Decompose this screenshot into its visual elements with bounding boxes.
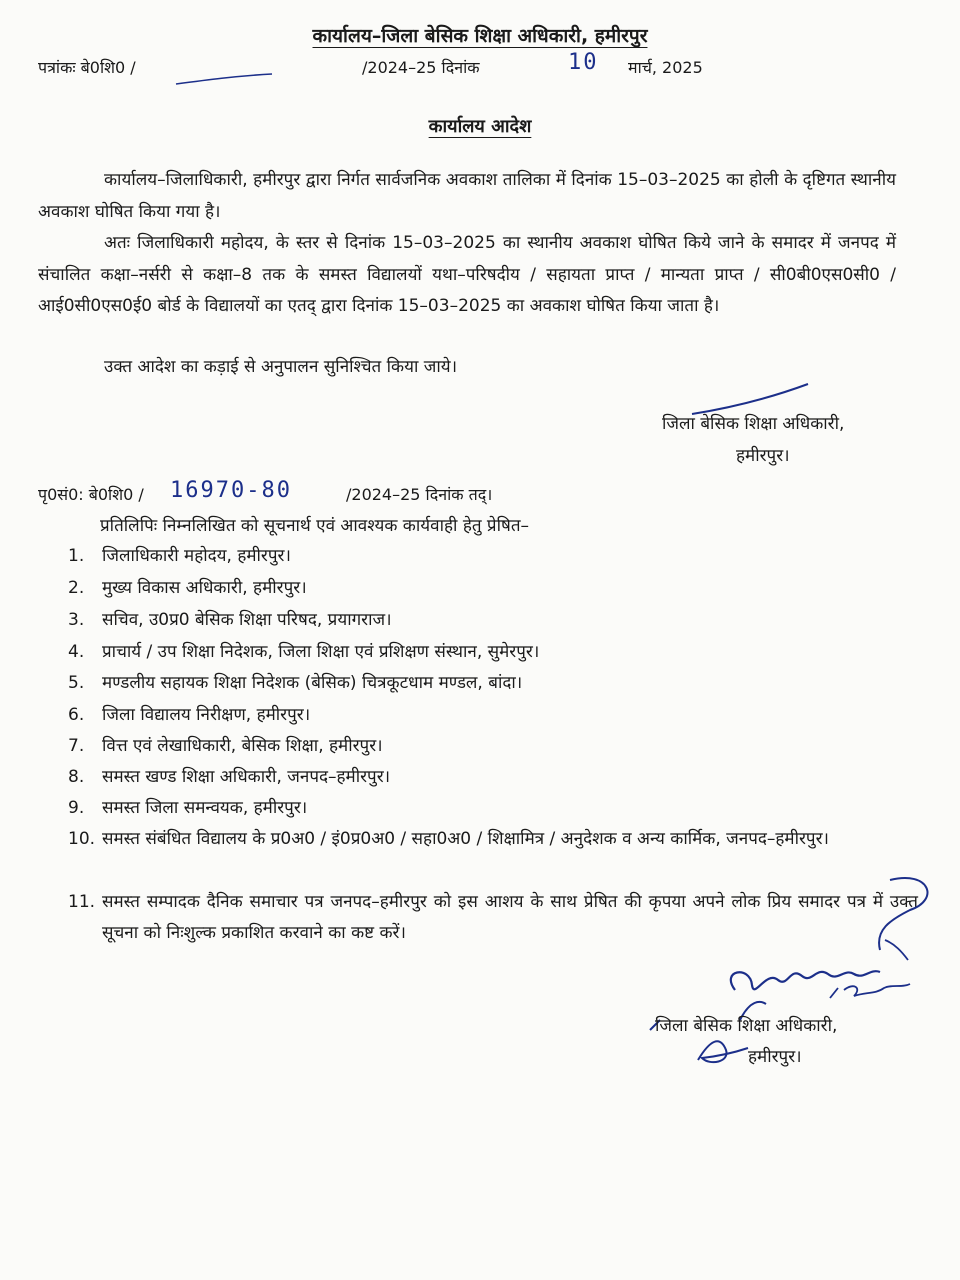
list-text: वित्त एवं लेखाधिकारी, बेसिक शिक्षा, हमीरपुर। [102,736,383,756]
list-number: 11. [68,892,96,912]
paragraph-holiday-notice: कार्यालय–जिलाधिकारी, हमीरपुर द्वारा निर्गत सार्वजनिक अवकाश तालिका में दिनांक 15–03–2025 का होली के दृष्टिगत स्थानीय अवकाश घोषित किया गया है। [38,170,896,222]
date-month-year: मार्च, 2025 [628,58,703,77]
order-title: कार्यालय आदेश [428,116,532,137]
session-date-label: /2024–25 दिनांक [362,58,480,77]
list-text: समस्त सम्पादक दैनिक समाचार पत्र जनपद–हमीरपुर को इस आशय के साथ प्रेषित की कृपया अपने लोक प्रिय समादर पत्र में उक्त सूचना को निःशुल्क प्रकाशित करवाने का कष्ट करें। [102,892,918,943]
paragraph-compliance: उक्त आदेश का कड़ाई से अनुपालन सुनिश्चित किया जाये। [104,357,458,377]
list-text: समस्त खण्ड शिक्षा अधिकारी, जनपद–हमीरपुर। [102,767,391,787]
handwritten-copy-number: 16970-80 [170,478,292,503]
copy-reference-suffix: /2024–25 दिनांक तद्। [346,485,493,504]
handwritten-ref-line [176,70,276,90]
list-number: 5. [68,673,85,693]
signature-bottom-designation: जिला बेसिक शिक्षा अधिकारी, [655,1016,838,1036]
list-number: 4. [68,642,85,662]
paragraph-holiday-order: अतः जिलाधिकारी महोदय, के स्तर से दिनांक 15–03–2025 का स्थानीय अवकाश घोषित किये जाने के समादर में जनपद में संचालित कक्षा–नर्सरी से कक्षा–8 तक के समस्त विद्यालयों यथा–परिषदीय / सहायता प्राप्त / मान्यता प्राप्त / सी0बी0एस0सी0 / आई0सी0एस0ई0 बोर्ड के विद्यालयों का एतद् द्वारा दिनांक 15–03–2025 का अवकाश घोषित किया जाता है। [38,233,896,316]
list-text: मुख्य विकास अधिकारी, हमीरपुर। [102,578,307,598]
list-text: समस्त संबंधित विद्यालय के प्र0अ0 / इं0प्र0अ0 / सहा0अ0 / शिक्षामित्र / अनुदेशक व अन्य कार्मिक, जनपद–हमीरपुर। [102,829,829,849]
signature-top-place: हमीरपुर। [736,446,790,466]
list-number: 3. [68,610,85,630]
list-text: प्राचार्य / उप शिक्षा निदेशक, जिला शिक्षा एवं प्रशिक्षण संस्थान, सुमेरपुर। [102,642,540,662]
copy-intro: प्रतिलिपिः निम्नलिखित को सूचनार्थ एवं आवश्यक कार्यवाही हेतु प्रेषित– [100,516,530,536]
list-number: 2. [68,578,85,598]
list-number: 7. [68,736,85,756]
list-number: 6. [68,705,85,725]
list-number: 8. [68,767,85,787]
handwritten-date-day: 10 [568,50,599,75]
copy-reference-prefix: पृ0सं0: बे0शि0 / [38,485,144,504]
office-title: कार्यालय–जिला बेसिक शिक्षा अधिकारी, हमीरपुर [312,25,648,47]
list-text: समस्त जिला समन्वयक, हमीरपुर। [102,798,308,818]
list-text: मण्डलीय सहायक शिक्षा निदेशक (बेसिक) चित्रकूटधाम मण्डल, बांदा। [102,673,523,693]
list-number: 10. [68,829,96,849]
signature-bottom-place: हमीरपुर। [748,1047,802,1067]
list-number: 1. [68,546,85,566]
list-text: सचिव, उ0प्र0 बेसिक शिक्षा परिषद, प्रयागराज। [102,610,392,630]
signature-top-designation: जिला बेसिक शिक्षा अधिकारी, [662,414,845,434]
reference-prefix: पत्रांकः बे0शि0 / [38,58,136,77]
list-number: 9. [68,798,85,818]
list-text: जिला विद्यालय निरीक्षण, हमीरपुर। [102,705,311,725]
list-text: जिलाधिकारी महोदय, हमीरपुर। [102,546,291,566]
